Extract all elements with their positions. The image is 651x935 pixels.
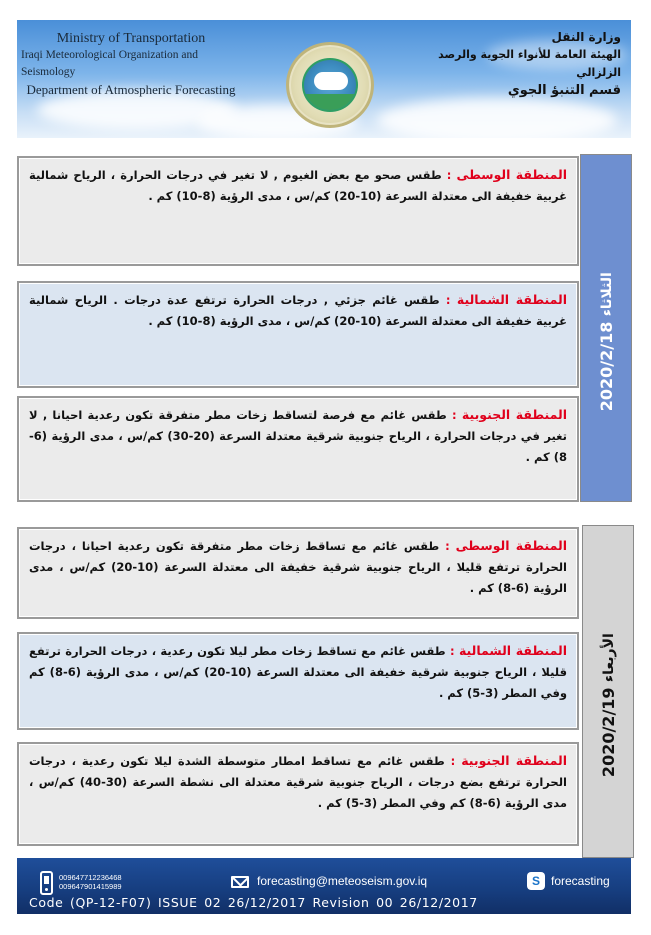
phone-icon — [40, 871, 53, 895]
region-forecast-text: طقس غائم مع فرصة لتساقط زخات مطر متفرقة تكون رعدية احيانا , لا تغير في درجات الحرارة ، الرياح جنوبية شرقية معتدلة السرعة (20-30) كم/س ، مدى الرؤية (6-8) كم . — [29, 408, 567, 464]
region-name: المنطقة الجنوبية — [461, 407, 568, 422]
footer-bar — [17, 858, 631, 914]
phone-number: 009647712236468 — [59, 873, 122, 882]
skype-handle[interactable]: forecasting — [551, 874, 610, 888]
region-name: المنطقة الشمالية — [456, 292, 568, 307]
arabic-org-title — [401, 28, 621, 100]
region-forecast-text: طقس غائم مع تساقط زخات مطر ليلا تكون رعدية ، درجات الحرارة ترتفع قليلا ، الرياح جنوبية شرقية خفيفة الى معتدلة السرعة (10-20) كم/س ، مدى الرؤية (6-8) كم وفي المطر (3-5) كم . — [29, 644, 568, 700]
skype-icon: S — [527, 872, 545, 890]
day1-date: 2020/2/18 — [596, 322, 616, 412]
phone-number: 009647901415989 — [59, 882, 122, 891]
region-forecast-text: طقس غائم مع تساقط امطار متوسطة الشدة ليلا تكون رعدية ، درجات الحرارة ترتفع بضع درجات ، الرياح جنوبية شرقية معتدلة الى نشطة السرعة (30-40) كم/س ، مدى الرؤية (6-8) كم وفي المطر (3-5) كم . — [29, 754, 567, 810]
organization-name-ar: الهيئة العامة للأنواء الجوية والرصد الزلزالي — [438, 48, 621, 79]
day2-date-bar — [582, 525, 634, 858]
cloud-decoration — [377, 98, 617, 138]
forecast-day1-central: المنطقة الوسطى : طقس صحو مع بعض الغيوم , لا تغير في درجات الحرارة ، الرياح شمالية غربية خفيفة الى معتدلة السرعة (10-20) كم/س ، مدى الرؤية (8-10) كم . — [17, 156, 579, 266]
region-forecast-text: طقس صحو مع بعض الغيوم , لا تغير في درجات الحرارة ، الرياح شمالية غربية خفيفة الى معتدلة السرعة (10-20) كم/س ، مدى الرؤية (8-10) كم . — [29, 168, 567, 203]
region-forecast-text: طقس غائم مع تساقط زخات مطر متفرقة تكون رعدية احيانا ، درجات الحرارة ترتفع قليلا ، الرياح جنوبية شرقية خفيفة الى معتدلة السرعة (10-20) كم/س ، مدى الرؤية (6-8) كم . — [29, 539, 567, 595]
email-link[interactable]: forecasting@meteoseism.gov.iq — [257, 874, 428, 888]
forecast-day2-south: المنطقة الجنوبية : طقس غائم مع تساقط امطار متوسطة الشدة ليلا تكون رعدية ، درجات الحرارة ترتفع بضع درجات ، الرياح جنوبية شرقية معتدلة الى نشطة السرعة (30-40) كم/س ، مدى الرؤية (6-8) كم وفي المطر (3-5) كم . — [17, 742, 579, 846]
logo-land-icon — [304, 94, 356, 110]
logo-cloud-icon — [314, 72, 348, 90]
document-code-line: Code (QP-12-F07) ISSUE 02 26/12/2017 Revision 00 26/12/2017 — [29, 895, 478, 910]
phone-numbers — [59, 873, 122, 891]
region-name: المنطقة الشمالية — [458, 643, 567, 658]
organization-name: Iraqi Meteorological Organization and Seismology — [21, 49, 199, 78]
forecast-day2-north: المنطقة الشمالية : طقس غائم مع تساقط زخات مطر ليلا تكون رعدية ، درجات الحرارة ترتفع قليلا ، الرياح جنوبية شرقية خفيفة الى معتدلة السرعة (10-20) كم/س ، مدى الرؤية (6-8) كم وفي المطر (3-5) كم . — [17, 632, 579, 730]
forecast-day1-south: المنطقة الجنوبية : طقس غائم مع فرصة لتساقط زخات مطر متفرقة تكون رعدية احيانا , لا تغير في درجات الحرارة ، الرياح جنوبية شرقية معتدلة السرعة (20-30) كم/س ، مدى الرؤية (6-8) كم . — [17, 396, 579, 502]
ministry-name-ar: وزارة النقل — [551, 30, 621, 44]
header-banner — [17, 20, 631, 138]
region-name: المنطقة الوسطى — [456, 167, 568, 182]
email-icon — [231, 876, 249, 888]
region-forecast-text: طقس غائم جزئي , درجات الحرارة ترتفع عدة درجات . الرياح شمالية غربية خفيفة الى معتدلة السرعة (10-20) كم/س ، مدى الرؤية (8-10) كم . — [29, 293, 567, 328]
department-name-ar: قسم التنبؤ الجوي — [507, 83, 621, 98]
region-name: المنطقة الوسطى — [455, 538, 567, 553]
day2-date: 2020/2/19 — [598, 687, 618, 778]
english-org-title — [21, 30, 241, 98]
department-name: Department of Atmospheric Forecasting — [26, 82, 236, 97]
logo-emblem — [302, 58, 358, 112]
day1-weekday: الثلاثاء — [598, 272, 615, 317]
ministry-name: Ministry of Transportation — [56, 31, 206, 46]
day1-date-bar — [580, 154, 632, 502]
region-name: المنطقة الجنوبية — [461, 753, 568, 768]
day2-weekday: الأربعاء — [600, 633, 617, 683]
forecast-day1-north: المنطقة الشمالية : طقس غائم جزئي , درجات الحرارة ترتفع عدة درجات . الرياح شمالية غربية خفيفة الى معتدلة السرعة (10-20) كم/س ، مدى الرؤية (8-10) كم . — [17, 281, 579, 388]
organization-logo — [286, 42, 374, 128]
forecast-day2-central: المنطقة الوسطى : طقس غائم مع تساقط زخات مطر متفرقة تكون رعدية احيانا ، درجات الحرارة ترتفع قليلا ، الرياح جنوبية شرقية خفيفة الى معتدلة السرعة (10-20) كم/س ، مدى الرؤية (6-8) كم . — [17, 527, 579, 619]
